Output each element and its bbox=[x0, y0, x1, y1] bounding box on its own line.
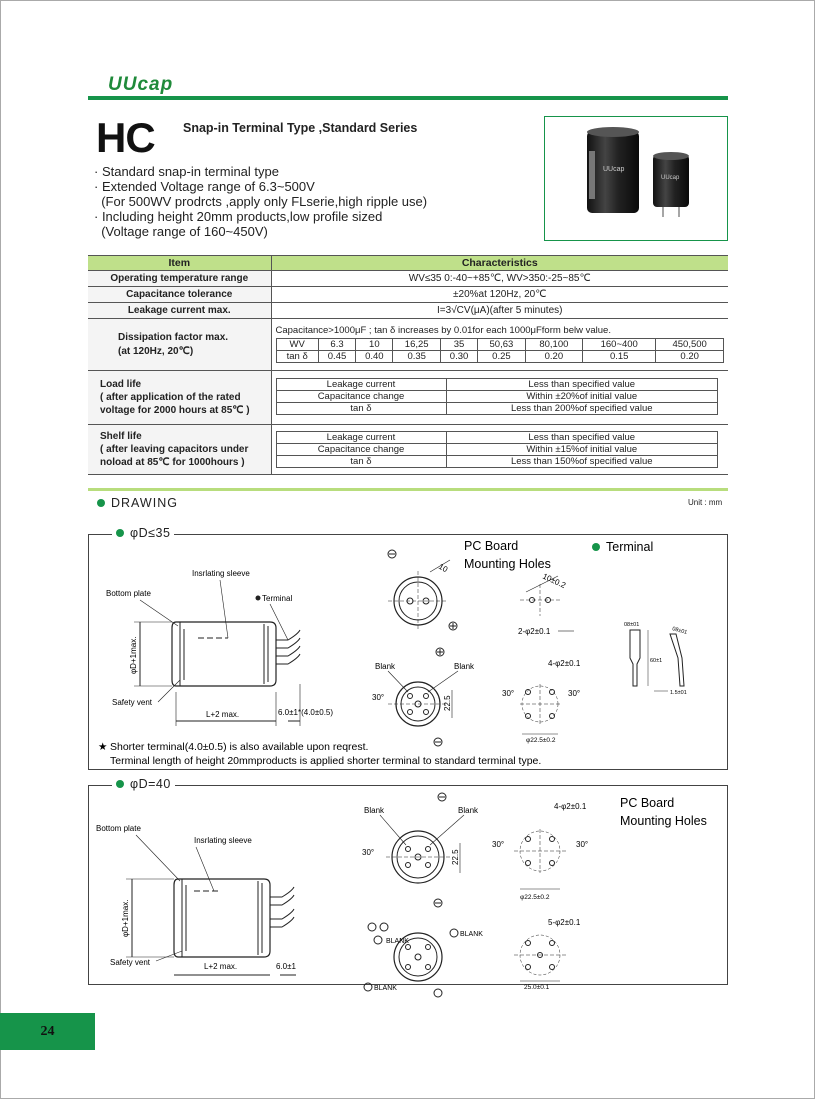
leak-value: I=3√CV(μA)(after 5 minutes) bbox=[271, 303, 728, 319]
drawing-d40 bbox=[88, 785, 728, 992]
header-rule bbox=[88, 96, 728, 100]
photo-brand-large: UUcap bbox=[603, 166, 625, 173]
shelf-param: tan δ bbox=[276, 455, 446, 467]
deg30-left-label-2: 30° bbox=[492, 840, 505, 849]
df-tan-cell: 0.40 bbox=[356, 350, 393, 362]
dim-2phi-label: 2-φ2±0.1 bbox=[518, 627, 551, 636]
load-param: tan δ bbox=[276, 402, 446, 414]
series-code: HC bbox=[96, 114, 155, 161]
unit-label: Unit : mm bbox=[688, 498, 723, 507]
drawing-d35 bbox=[88, 534, 728, 770]
shelf-param: Leakage current bbox=[276, 431, 446, 443]
load-value: Within ±20%of initial value bbox=[446, 390, 718, 402]
dim-l-label-2: L+2 max. bbox=[204, 962, 238, 971]
leak-label: Leakage current max. bbox=[88, 303, 271, 319]
dim-225v-label-2: 22.5 bbox=[451, 849, 460, 865]
dim-4phi-label: 4-φ2±0.1 bbox=[548, 659, 581, 668]
blank-right-label-2: Blank bbox=[458, 806, 479, 815]
load-param: Leakage current bbox=[276, 378, 446, 390]
terminal-label: Terminal bbox=[262, 594, 293, 603]
blank-label-c: BLANK bbox=[460, 931, 483, 938]
shelf-sub: ( after leaving capacitors under noload at 85℃ for 1000hours ) bbox=[100, 444, 249, 468]
dim-250-label: 25.0±0.1 bbox=[524, 984, 550, 991]
pc-board-label: PC Board bbox=[464, 539, 519, 553]
df-wv-cell: 50,63 bbox=[478, 338, 525, 350]
t-dim1-label: 08±01 bbox=[624, 622, 640, 628]
df-table bbox=[276, 338, 725, 363]
deg30-label-2: 30° bbox=[362, 848, 375, 857]
t-dim2-label: 08±01 bbox=[671, 626, 688, 636]
series-subtitle: Snap-in Terminal Type ,Standard Series bbox=[183, 121, 418, 135]
header-characteristics: Characteristics bbox=[271, 256, 728, 271]
section1-title: φD≤35 bbox=[130, 526, 171, 540]
photo-brand-small: UUcap bbox=[661, 175, 680, 181]
drawing-title: DRAWING bbox=[111, 496, 178, 510]
feature-item: (For 500WV prodrcts ,apply only FLserie,high ripple use) bbox=[94, 194, 428, 209]
dim-10-label: 10 bbox=[437, 561, 450, 575]
df-wv-cell: 80,100 bbox=[525, 338, 583, 350]
product-photo bbox=[544, 116, 728, 241]
dim-6b-label: 6.0±1 bbox=[276, 962, 296, 971]
dim-6-label: 6.0±1*(4.0±0.5) bbox=[278, 708, 334, 717]
feature-item: (Voltage range of 160~450V) bbox=[94, 224, 268, 239]
shelf-title: Shelf life bbox=[100, 431, 142, 442]
load-param: Capacitance change bbox=[276, 390, 446, 402]
dim-4phi-label-2: 4-φ2±0.1 bbox=[554, 802, 587, 811]
insulating-sleeve-label: Insrlating sleeve bbox=[192, 569, 250, 578]
load-value: Less than specified value bbox=[446, 378, 718, 390]
section2-title: φD=40 bbox=[130, 777, 171, 791]
t-dim3-label: 60±1 bbox=[650, 658, 663, 664]
df-label-cell bbox=[88, 319, 271, 371]
page-number: 24 bbox=[0, 1013, 95, 1050]
deg30-label: 30° bbox=[372, 693, 385, 702]
deg30-right-label: 30° bbox=[568, 689, 581, 698]
shelf-param: Capacitance change bbox=[276, 443, 446, 455]
load-label-cell bbox=[88, 371, 271, 425]
load-sub: ( after application of the rated voltage for 2000 hours at 85℃ ) bbox=[100, 392, 250, 416]
df-wv-cell: 35 bbox=[440, 338, 477, 350]
df-wv-cell: 450,500 bbox=[656, 338, 724, 350]
small-capacitor bbox=[653, 155, 689, 207]
df-tan-cell: 0.45 bbox=[318, 350, 355, 362]
note-terminal-length: Terminal length of height 20mmproducts is applied shorter terminal to standard terminal type. bbox=[110, 755, 542, 767]
shelf-value: Within ±15%of initial value bbox=[446, 443, 718, 455]
bottom-plate-label: Bottom plate bbox=[106, 589, 151, 598]
bottom-plate-label-2: Bottom plate bbox=[96, 824, 141, 833]
header-item: Item bbox=[88, 256, 271, 271]
shelf-cell bbox=[271, 425, 728, 475]
spec-table bbox=[88, 255, 728, 475]
drawing-heading bbox=[97, 496, 178, 510]
dim-225-label: φ22.5±0.2 bbox=[526, 737, 556, 744]
feature-list bbox=[94, 164, 427, 239]
shelf-label-cell bbox=[88, 425, 271, 475]
note-shorter-terminal: Shorter terminal(4.0±0.5) is also available upon reqrest. bbox=[110, 741, 369, 753]
df-sub: (at 120Hz, 20℃) bbox=[118, 346, 194, 357]
cap-tol-value: ±20%at 120Hz, 20℃ bbox=[271, 287, 728, 303]
shelf-value: Less than specified value bbox=[446, 431, 718, 443]
deg30-right-label-2: 30° bbox=[576, 840, 589, 849]
dim-225b-label: φ22.5±0.2 bbox=[520, 894, 550, 901]
df-tan-cell: 0.35 bbox=[393, 350, 440, 362]
df-tan-cell: 0.20 bbox=[525, 350, 583, 362]
section-rule bbox=[88, 488, 728, 491]
terminal-heading: Terminal bbox=[606, 540, 654, 554]
df-tan-label: tan δ bbox=[276, 350, 318, 362]
df-label: Dissipation factor max. bbox=[118, 332, 229, 343]
star-icon: ★ bbox=[98, 741, 108, 753]
dim-5phi-label: 5-φ2±0.1 bbox=[548, 918, 581, 927]
dim-l-label: L+2 max. bbox=[206, 710, 240, 719]
df-cell bbox=[271, 319, 728, 371]
shelf-value: Less than 150%of specified value bbox=[446, 455, 718, 467]
shelf-table bbox=[276, 431, 719, 468]
mounting-holes-label-2: Mounting Holes bbox=[620, 814, 707, 828]
load-title: Load life bbox=[100, 379, 142, 390]
load-value: Less than 200%of specified value bbox=[446, 402, 718, 414]
df-wv-cell: 6.3 bbox=[318, 338, 355, 350]
feature-item: · Extended Voltage range of 6.3~500V bbox=[94, 179, 315, 194]
dim-d-label-2: φD+1max. bbox=[121, 899, 130, 937]
dim-225v-label: 22.5 bbox=[443, 695, 452, 711]
load-table bbox=[276, 378, 719, 415]
insulating-sleeve-label-2: Insrlating sleeve bbox=[194, 836, 252, 845]
df-wv-cell: 16,25 bbox=[393, 338, 440, 350]
df-tan-cell: 0.15 bbox=[583, 350, 656, 362]
safety-vent-label-2: Safety vent bbox=[110, 958, 151, 967]
df-wv-cell: 160~400 bbox=[583, 338, 656, 350]
bullet-icon bbox=[97, 499, 105, 507]
safety-vent-label: Safety vent bbox=[112, 698, 153, 707]
blank-label-b: BLANK bbox=[386, 938, 409, 945]
load-cell bbox=[271, 371, 728, 425]
dim-10-02-label: 10±0.2 bbox=[541, 571, 568, 591]
df-note: Capacitance>1000μF ; tan δ increases by 0.01for each 1000μFform belw value. bbox=[275, 324, 611, 336]
op-temp-value: WV≤35 0:-40~+85℃, WV>350:-25~85℃ bbox=[271, 271, 728, 287]
blank-left-label: Blank bbox=[375, 662, 396, 671]
mounting-holes-label: Mounting Holes bbox=[464, 557, 551, 571]
t-dim4-label: 1.5±01 bbox=[670, 690, 687, 696]
feature-item: · Including height 20mm products,low profile sized bbox=[94, 209, 383, 224]
blank-right-label: Blank bbox=[454, 662, 475, 671]
feature-item: · Standard snap-in terminal type bbox=[94, 164, 279, 179]
df-tan-cell: 0.20 bbox=[656, 350, 724, 362]
dim-d-label: φD+1max. bbox=[129, 636, 138, 674]
deg30-left-label: 30° bbox=[502, 689, 515, 698]
bullet-icon bbox=[592, 543, 600, 551]
blank-label-a: BLANK bbox=[374, 985, 397, 992]
df-wv-cell: 10 bbox=[356, 338, 393, 350]
op-temp-label: Operating temperature range bbox=[88, 271, 271, 287]
df-wv-label: WV bbox=[276, 338, 318, 350]
cap-tol-label: Capacitance tolerance bbox=[88, 287, 271, 303]
df-tan-cell: 0.25 bbox=[478, 350, 525, 362]
pc-board-label-2: PC Board bbox=[620, 796, 675, 810]
brand-logo: UUcap bbox=[108, 74, 174, 95]
terminal-bullet-icon bbox=[256, 596, 261, 601]
df-tan-cell: 0.30 bbox=[440, 350, 477, 362]
blank-left-label-2: Blank bbox=[364, 806, 385, 815]
